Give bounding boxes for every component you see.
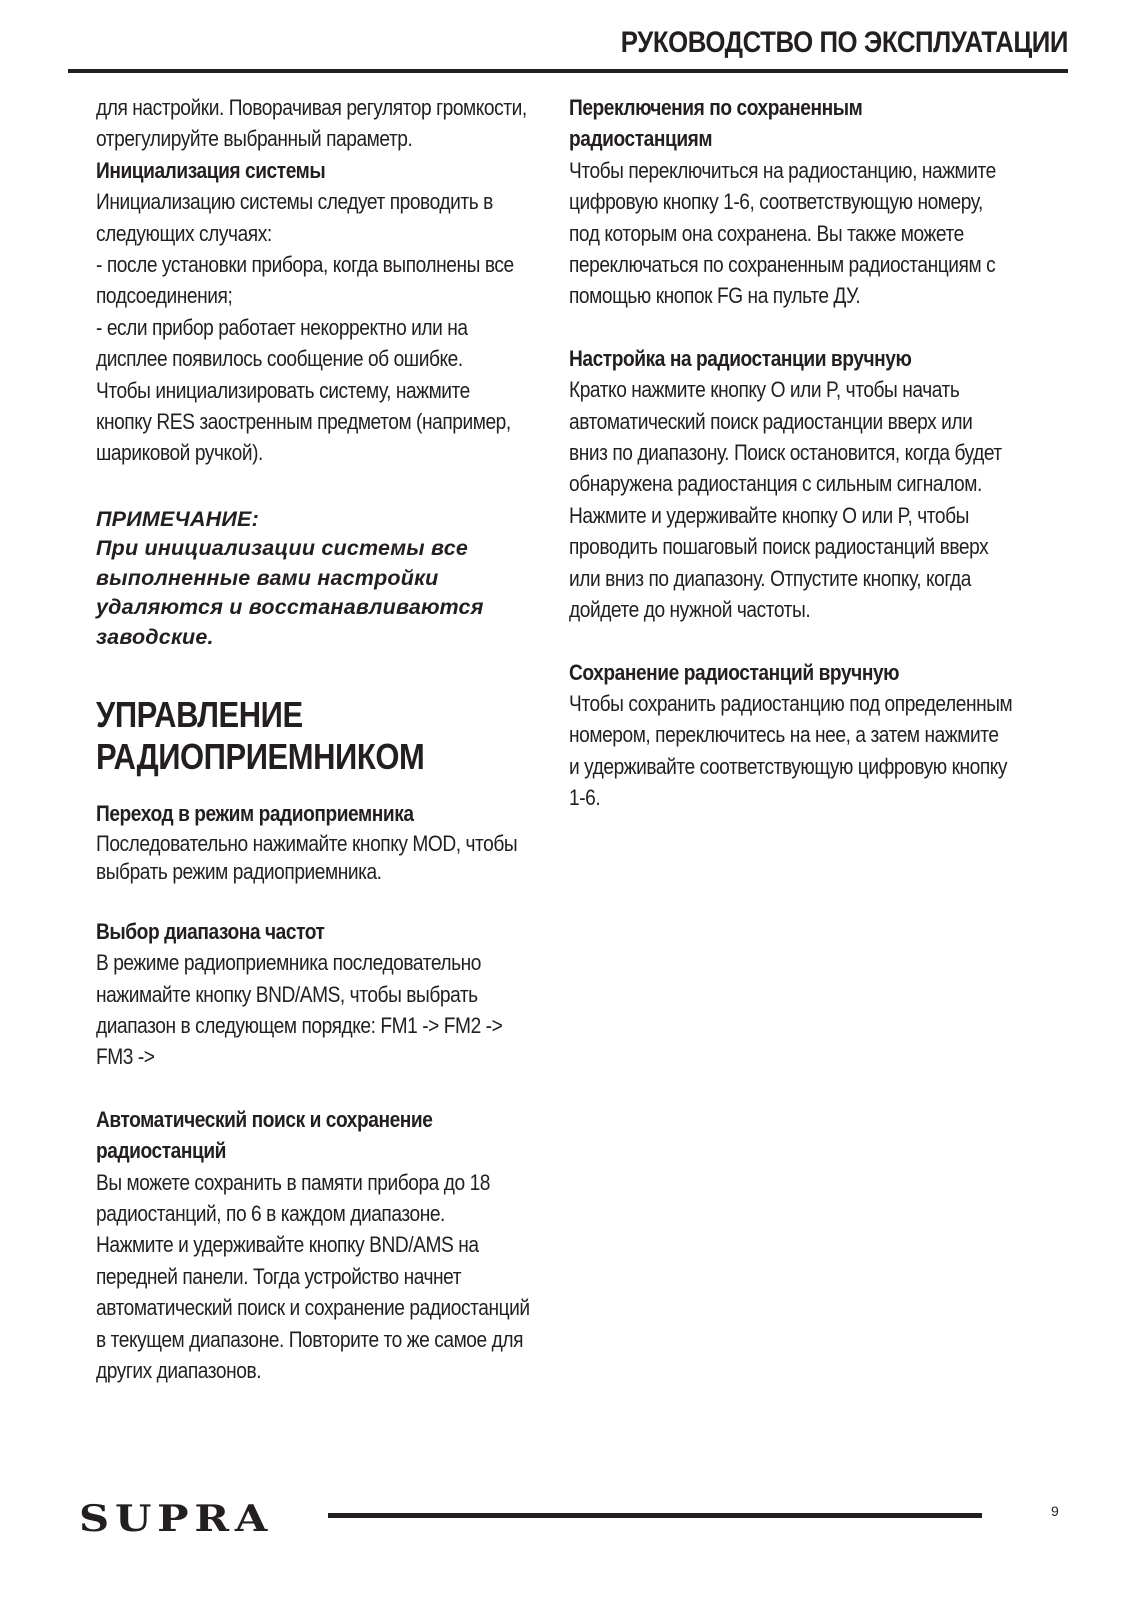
note-block [96, 505, 540, 653]
band-heading: Выбор диапазона частот [96, 918, 325, 944]
text-line: Инициализацию системы следует проводить в [96, 189, 493, 215]
left-column [96, 92, 540, 1386]
text-line: и удерживайте соответствующую цифровую кнопку [569, 753, 1008, 779]
text-line: цифровую кнопку 1-6, соответствующую номеру, [569, 189, 983, 215]
text-line: - после установки прибора, когда выполнены все [96, 252, 514, 278]
supra-logo: SUPRA [79, 1498, 274, 1540]
text-line: передней панели. Тогда устройство начнет [96, 1263, 462, 1289]
text-line: под которым она сохранена. Вы также можете [569, 220, 964, 246]
text-line: дисплее появилось сообщение об ошибке. [96, 346, 463, 372]
section-title: УПРАВЛЕНИЕ [96, 694, 303, 736]
text-line: Нажмите и удерживайте кнопку O или P, чтобы [569, 502, 969, 528]
text-line: Чтобы инициализировать систему, нажмите [96, 377, 470, 403]
note-line: удаляются и восстанавливаются [96, 595, 484, 620]
text-line: помощью кнопок FG на пульте ДУ. [569, 283, 861, 309]
text-line: Чтобы сохранить радиостанцию под определенным [569, 690, 1013, 716]
text-line: вниз по диапазону. Поиск остановится, когда будет [569, 440, 1002, 466]
text-line: проводить пошаговый поиск радиостанций вверх [569, 534, 989, 560]
text-line: FM3 -> [96, 1044, 155, 1070]
text-line: для настройки. Поворачивая регулятор громкости, [96, 95, 527, 120]
auto-heading: Автоматический поиск и сохранение [96, 1106, 433, 1132]
text-line: обнаружена радиостанция с сильным сигналом. [569, 471, 982, 497]
text-line: Нажмите и удерживайте кнопку BND/AMS на [96, 1232, 479, 1258]
header-title: РУКОВОДСТВО ПО ЭКСПЛУАТАЦИИ [620, 26, 1068, 59]
text-line: 1-6. [569, 785, 601, 811]
mode-heading: Переход в режим радиоприемника [96, 801, 414, 827]
text-line: номером, переключитесь на нее, а затем нажмите [569, 722, 999, 748]
section-title: РАДИОПРИЕМНИКОМ [96, 736, 425, 778]
text-line: Кратко нажмите кнопку O или P, чтобы начать [569, 377, 960, 403]
text-line: следующих случаях: [96, 220, 272, 246]
page-number: 9 [1051, 1503, 1059, 1519]
note-line: выполненные вами настройки [96, 565, 439, 590]
header-rule [68, 69, 1068, 73]
note-label: ПРИМЕЧАНИЕ: [96, 506, 259, 531]
text-line: автоматический поиск радиостанции вверх или [569, 408, 973, 434]
note-line: заводские. [96, 624, 214, 649]
text-line: или вниз по диапазону. Отпустите кнопку, когда [569, 565, 971, 591]
text-line: Последовательно нажимайте кнопку MOD, чтобы [96, 830, 518, 856]
save-heading: Сохранение радиостанций вручную [569, 659, 900, 685]
note-line: При инициализации системы все [96, 536, 469, 561]
init-heading: Инициализация системы [96, 157, 326, 183]
text-line: подсоединения; [96, 283, 233, 309]
footer-rule [328, 1513, 982, 1518]
text-line: дойдете до нужной частоты. [569, 597, 811, 623]
text-line: В режиме радиоприемника последовательно [96, 950, 482, 976]
text-line: отрегулируйте выбранный параметр. [96, 126, 413, 152]
text-line: шариковой ручкой). [96, 440, 263, 466]
text-line: нажимайте кнопку BND/AMS, чтобы выбрать [96, 981, 478, 1007]
right-column [569, 92, 1019, 814]
auto-heading: радиостанций [96, 1138, 226, 1164]
switch-heading: радиостанциям [569, 126, 713, 152]
text-line: радиостанций, по 6 в каждом диапазоне. [96, 1201, 445, 1227]
text-line: переключаться по сохраненным радиостанциям с [569, 252, 996, 278]
text-line: Чтобы переключиться на радиостанцию, нажмите [569, 157, 996, 183]
text-line: кнопку RES заостренным предметом (например, [96, 409, 511, 435]
text-line: автоматический поиск и сохранение радиостанций [96, 1295, 530, 1321]
text-line: - если прибор работает некорректно или на [96, 314, 468, 340]
text-line: диапазон в следующем порядке: FM1 -> FM2 -> [96, 1013, 503, 1038]
text-line: выбрать режим радиоприемника. [96, 858, 382, 884]
switch-heading: Переключения по сохраненным [569, 95, 863, 120]
manual-heading: Настройка на радиостанции вручную [569, 345, 912, 371]
text-line: в текущем диапазоне. Повторите то же самое для [96, 1326, 524, 1352]
text-line: других диапазонов. [96, 1358, 262, 1384]
text-line: Вы можете сохранить в памяти прибора до 18 [96, 1169, 491, 1195]
